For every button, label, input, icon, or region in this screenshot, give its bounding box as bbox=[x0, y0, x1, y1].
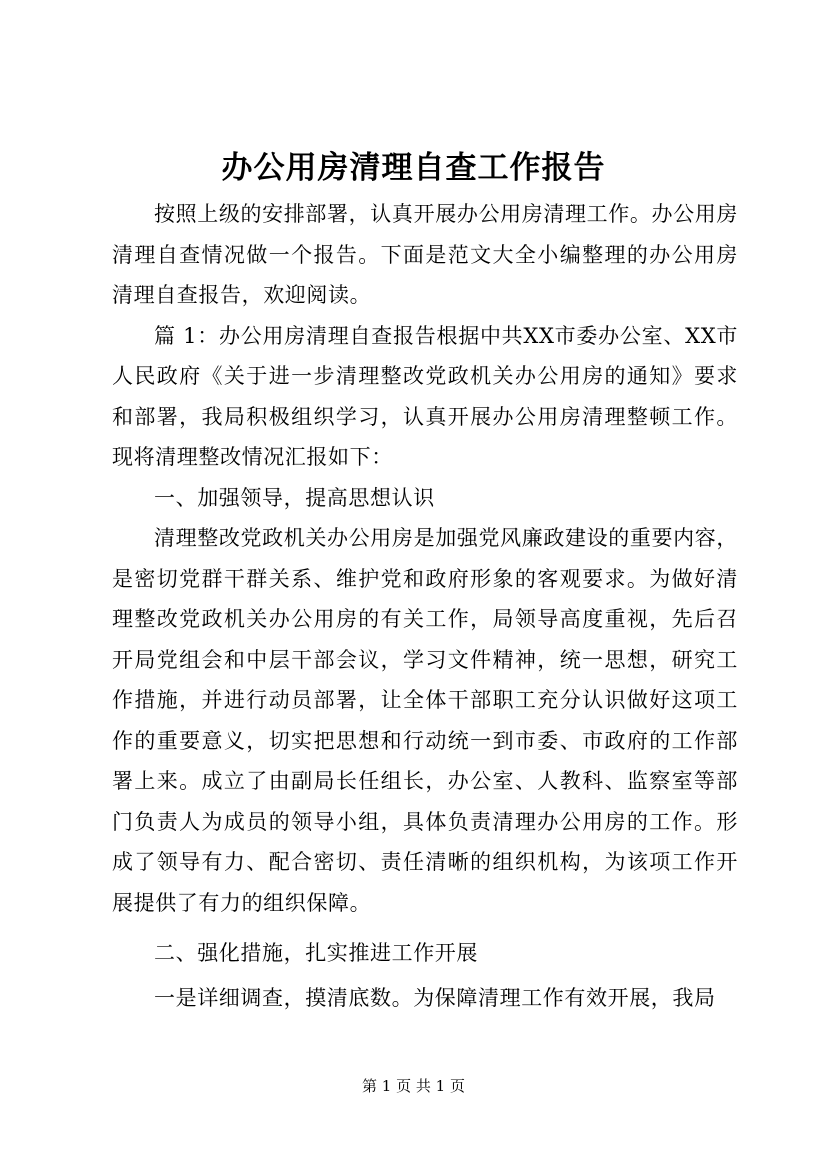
section-2-paragraph: 一是详细调查，摸清底数。为保障清理工作有效开展，我局 bbox=[154, 985, 716, 1010]
article-1-paragraph: 篇 1：办公用房清理自查报告根据中共XX市委办公室、XX市人民政府《关于进一步清理整改党政机关办公用房的通知》要求和部署，我局积极组织学习，认真开展办公用房清理整顿工作。现将清理整改情况汇报如下： bbox=[112, 323, 738, 469]
section-heading-2: 二、强化措施，扎实推进工作开展 bbox=[154, 941, 478, 965]
document-title: 办公用房清理自查工作报告 bbox=[221, 150, 606, 186]
section-heading-1: 一、加强领导，提高思想认识 bbox=[154, 485, 435, 510]
document-body bbox=[112, 194, 738, 1018]
page-footer: 第 1 页 共 1 页 bbox=[362, 1077, 465, 1095]
intro-paragraph: 按照上级的安排部署，认真开展办公用房清理工作。办公用房清理自查情况做一个报告。下面是范文大全小编整理的办公用房清理自查报告，欢迎阅读。 bbox=[112, 202, 738, 307]
section-1-paragraph: 清理整改党政机关办公用房是加强党风廉政建设的重要内容，是密切党群干群关系、维护党和政府形象的客观要求。为做好清理整改党政机关办公用房的有关工作，局领导高度重视，先后召开局党组会和中层干部会议，学习文件精神，统一思想，研究工作措施，并进行动员部署，让全体干部职工充分认识做好这项工作的重要意义，切实把思想和行动统一到市委、市政府的工作部署上来。成立了由副局长任组长，办公室、人教科、监察室等部门负责人为成员的领导小组，具体负责清理办公用房的工作。形成了领导有力、配合密切、责任清晰的组织机构，为该项工作开展提供了有力的组织保障。 bbox=[112, 526, 738, 915]
